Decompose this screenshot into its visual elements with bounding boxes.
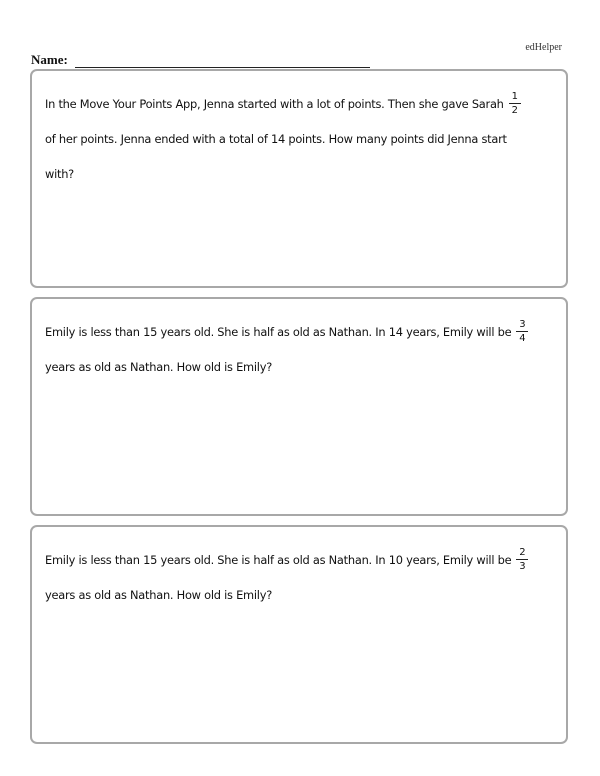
problem-3-line-1 <box>45 543 550 578</box>
problem-2-line-1 <box>45 315 550 350</box>
fraction-numerator: 1 <box>511 91 518 102</box>
fraction-numerator: 3 <box>519 319 526 330</box>
problem-3-line-1-text: Emily is less than 15 years old. She is half as old as Nathan. In 10 years, Emily will be <box>45 553 512 567</box>
fraction <box>516 319 528 344</box>
problem-box-3[interactable] <box>30 525 568 744</box>
fraction <box>516 547 528 572</box>
name-row <box>31 52 371 68</box>
problem-box-1[interactable] <box>30 69 568 288</box>
name-input-line[interactable] <box>75 55 370 68</box>
name-label: Name: <box>31 52 68 67</box>
fraction-denominator: 2 <box>511 105 518 116</box>
problem-2-line-2: years as old as Nathan. How old is Emily? <box>45 360 272 374</box>
fraction-numerator: 2 <box>519 547 526 558</box>
fraction-denominator: 4 <box>519 333 526 344</box>
fraction <box>509 91 521 116</box>
problem-text-3 <box>45 543 550 613</box>
brand-label: edHelper <box>525 42 562 53</box>
problem-box-2[interactable] <box>30 297 568 516</box>
problem-text-1 <box>45 87 550 192</box>
problem-1-line-1-text: In the Move Your Points App, Jenna started with a lot of points. Then she gave Sarah <box>45 97 504 111</box>
problem-text-2 <box>45 315 550 385</box>
fraction-denominator: 3 <box>519 561 526 572</box>
problem-2-line-1-text: Emily is less than 15 years old. She is half as old as Nathan. In 14 years, Emily will be <box>45 325 512 339</box>
problem-1-line-3: with? <box>45 167 74 181</box>
problem-3-line-2: years as old as Nathan. How old is Emily? <box>45 588 272 602</box>
problem-1-line-1 <box>45 87 550 122</box>
problem-1-line-2: of her points. Jenna ended with a total of 14 points. How many points did Jenna start <box>45 132 507 146</box>
